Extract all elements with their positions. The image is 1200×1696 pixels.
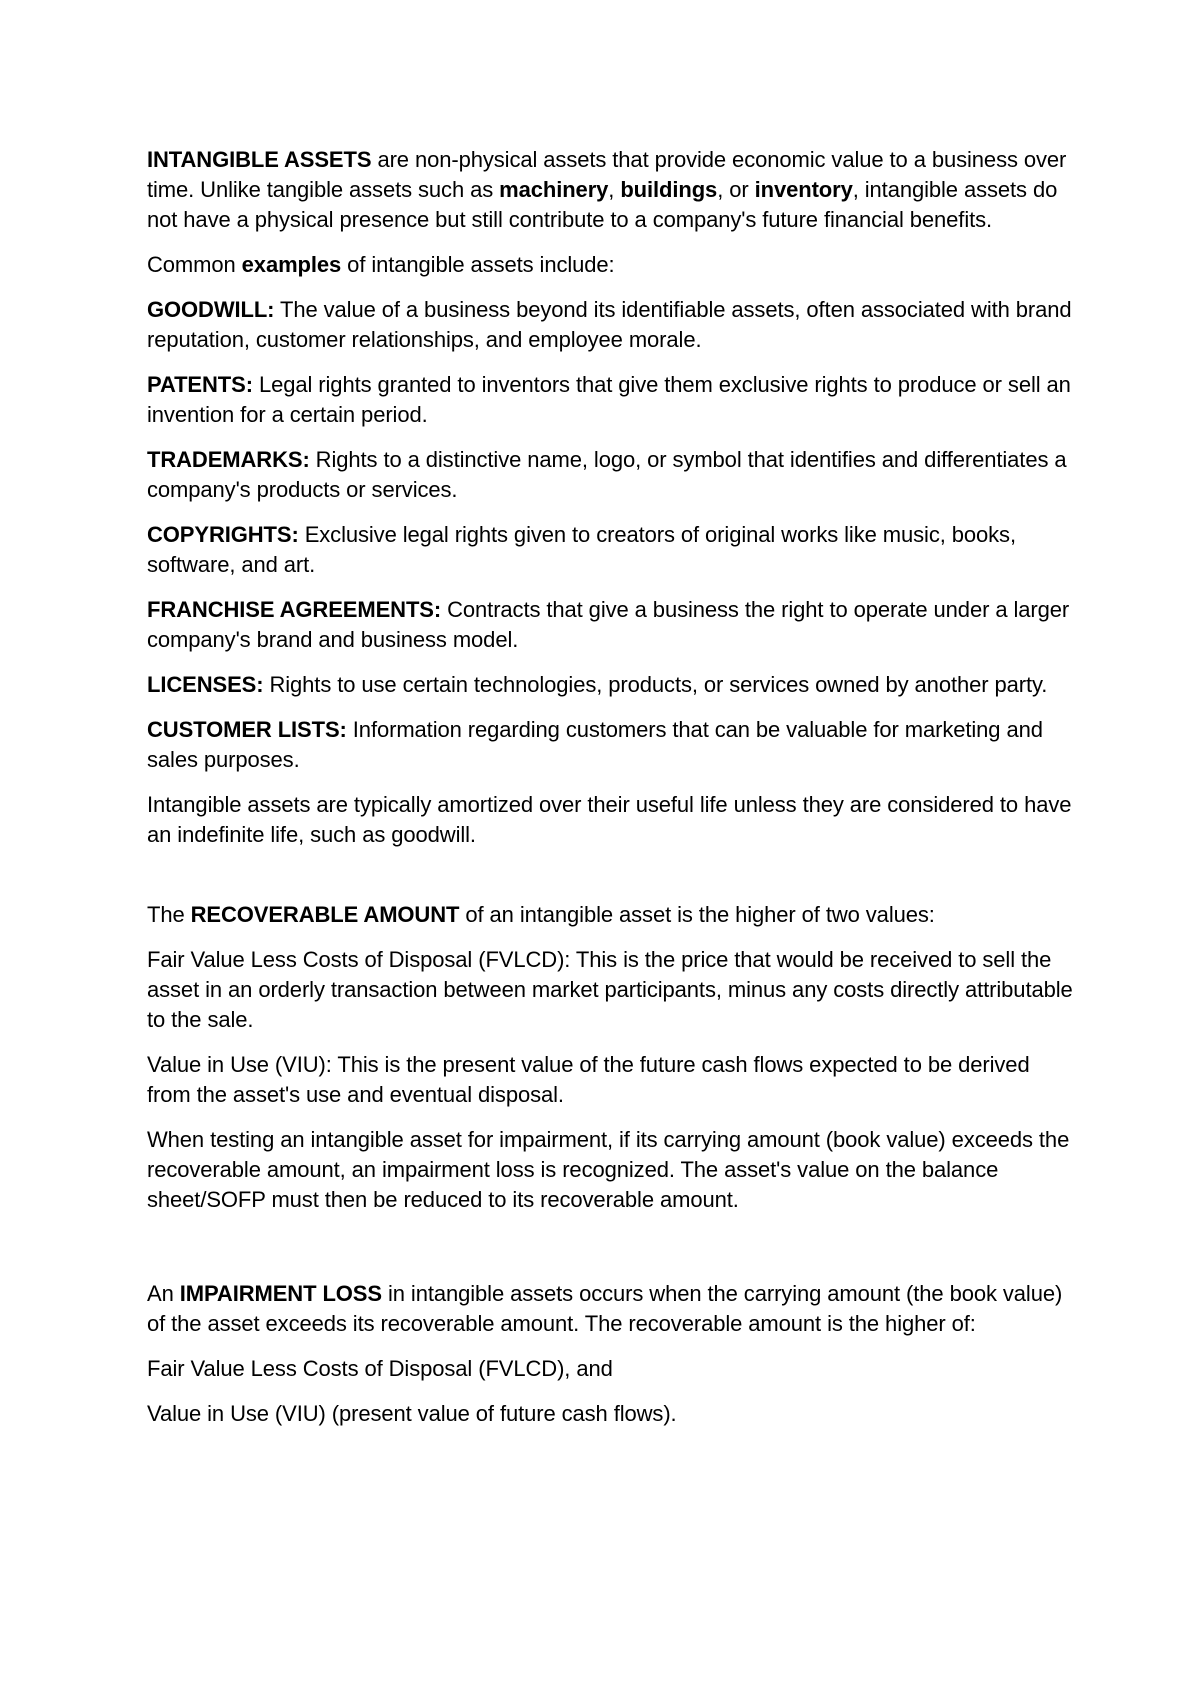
- item-patents: [147, 370, 1075, 430]
- impairment-post: in intangible assets occurs when the carrying amount (the book value) of the asset exceeds its recoverable amount. The recoverable amount is the higher of:: [147, 1281, 1063, 1336]
- item-text: Legal rights granted to inventors that give them exclusive rights to produce or sell an invention for a certain period.: [147, 372, 1071, 427]
- item-text: The value of a business beyond its identifiable assets, often associated with brand reputation, customer relationships, and employee morale.: [147, 297, 1072, 352]
- item-term: FRANCHISE AGREEMENTS:: [147, 597, 442, 622]
- impairment-heading: [147, 1279, 1075, 1339]
- examples-intro-pre: Common: [147, 252, 242, 277]
- impairment-item-fvlcd: Fair Value Less Costs of Disposal (FVLCD), and: [147, 1356, 613, 1381]
- impairment-pre: An: [147, 1281, 180, 1306]
- impairment-testing-paragraph: When testing an intangible asset for impairment, if its carrying amount (book value) exceeds the recoverable amount, an impairment loss is recognized. The asset's value on the balance sheet/SOFP must then be reduced to its recoverable amount.: [147, 1127, 1070, 1212]
- intro-example-buildings: buildings: [620, 177, 718, 202]
- item-term: LICENSES:: [147, 672, 264, 697]
- intro-term: INTANGIBLE ASSETS: [147, 147, 372, 172]
- recoverable-bold: RECOVERABLE AMOUNT: [190, 902, 460, 927]
- examples-intro: [147, 250, 1075, 280]
- item-copyrights: [147, 520, 1075, 580]
- viu-paragraph: Value in Use (VIU): This is the present value of the future cash flows expected to be derived from the asset's use and eventual disposal.: [147, 1052, 1030, 1107]
- impairment-bold: IMPAIRMENT LOSS: [179, 1281, 382, 1306]
- item-goodwill: [147, 295, 1075, 355]
- intro-text-a: are non-physical assets that provide economic value to a business over time. Unlike tangible assets such as: [147, 147, 1067, 202]
- item-term: COPYRIGHTS:: [147, 522, 299, 547]
- item-customer-lists: [147, 715, 1075, 775]
- item-text: Information regarding customers that can be valuable for marketing and sales purposes.: [147, 717, 1043, 772]
- impairment-item-viu: Value in Use (VIU) (present value of future cash flows).: [147, 1401, 677, 1426]
- item-term: PATENTS:: [147, 372, 253, 397]
- intro-example-machinery: machinery: [499, 177, 609, 202]
- intro-paragraph: [147, 145, 1075, 235]
- item-text: Contracts that give a business the right to operate under a larger company's brand and business model.: [147, 597, 1070, 652]
- examples-intro-post: of intangible assets include:: [341, 252, 615, 277]
- item-text: Rights to use certain technologies, products, or services owned by another party.: [263, 672, 1048, 697]
- fvlcd-paragraph: Fair Value Less Costs of Disposal (FVLCD): This is the price that would be received to sell the asset in an orderly transaction between market participants, minus any costs directly attributable to the sale.: [147, 947, 1073, 1032]
- item-text: Rights to a distinctive name, logo, or symbol that identifies and differentiates a company's products or services.: [147, 447, 1067, 502]
- examples-intro-bold: examples: [241, 252, 342, 277]
- item-term: TRADEMARKS:: [147, 447, 310, 472]
- intro-sep-2: , or: [717, 177, 755, 202]
- item-franchise-agreements: [147, 595, 1075, 655]
- intro-sep-1: ,: [608, 177, 621, 202]
- item-licenses: [147, 670, 1075, 700]
- recoverable-pre: The: [147, 902, 191, 927]
- item-term: CUSTOMER LISTS:: [147, 717, 347, 742]
- recoverable-post: of an intangible asset is the higher of two values:: [459, 902, 935, 927]
- item-trademarks: [147, 445, 1075, 505]
- intro-text-b: , intangible assets do not have a physical presence but still contribute to a company's future financial benefits.: [147, 177, 1058, 232]
- recoverable-heading: [147, 900, 1075, 930]
- intro-example-inventory: inventory: [754, 177, 853, 202]
- item-term: GOODWILL:: [147, 297, 275, 322]
- item-text: Exclusive legal rights given to creators of original works like music, books, software, and art.: [147, 522, 1016, 577]
- amortization-paragraph: Intangible assets are typically amortized over their useful life unless they are considered to have an indefinite life, such as goodwill.: [147, 792, 1072, 847]
